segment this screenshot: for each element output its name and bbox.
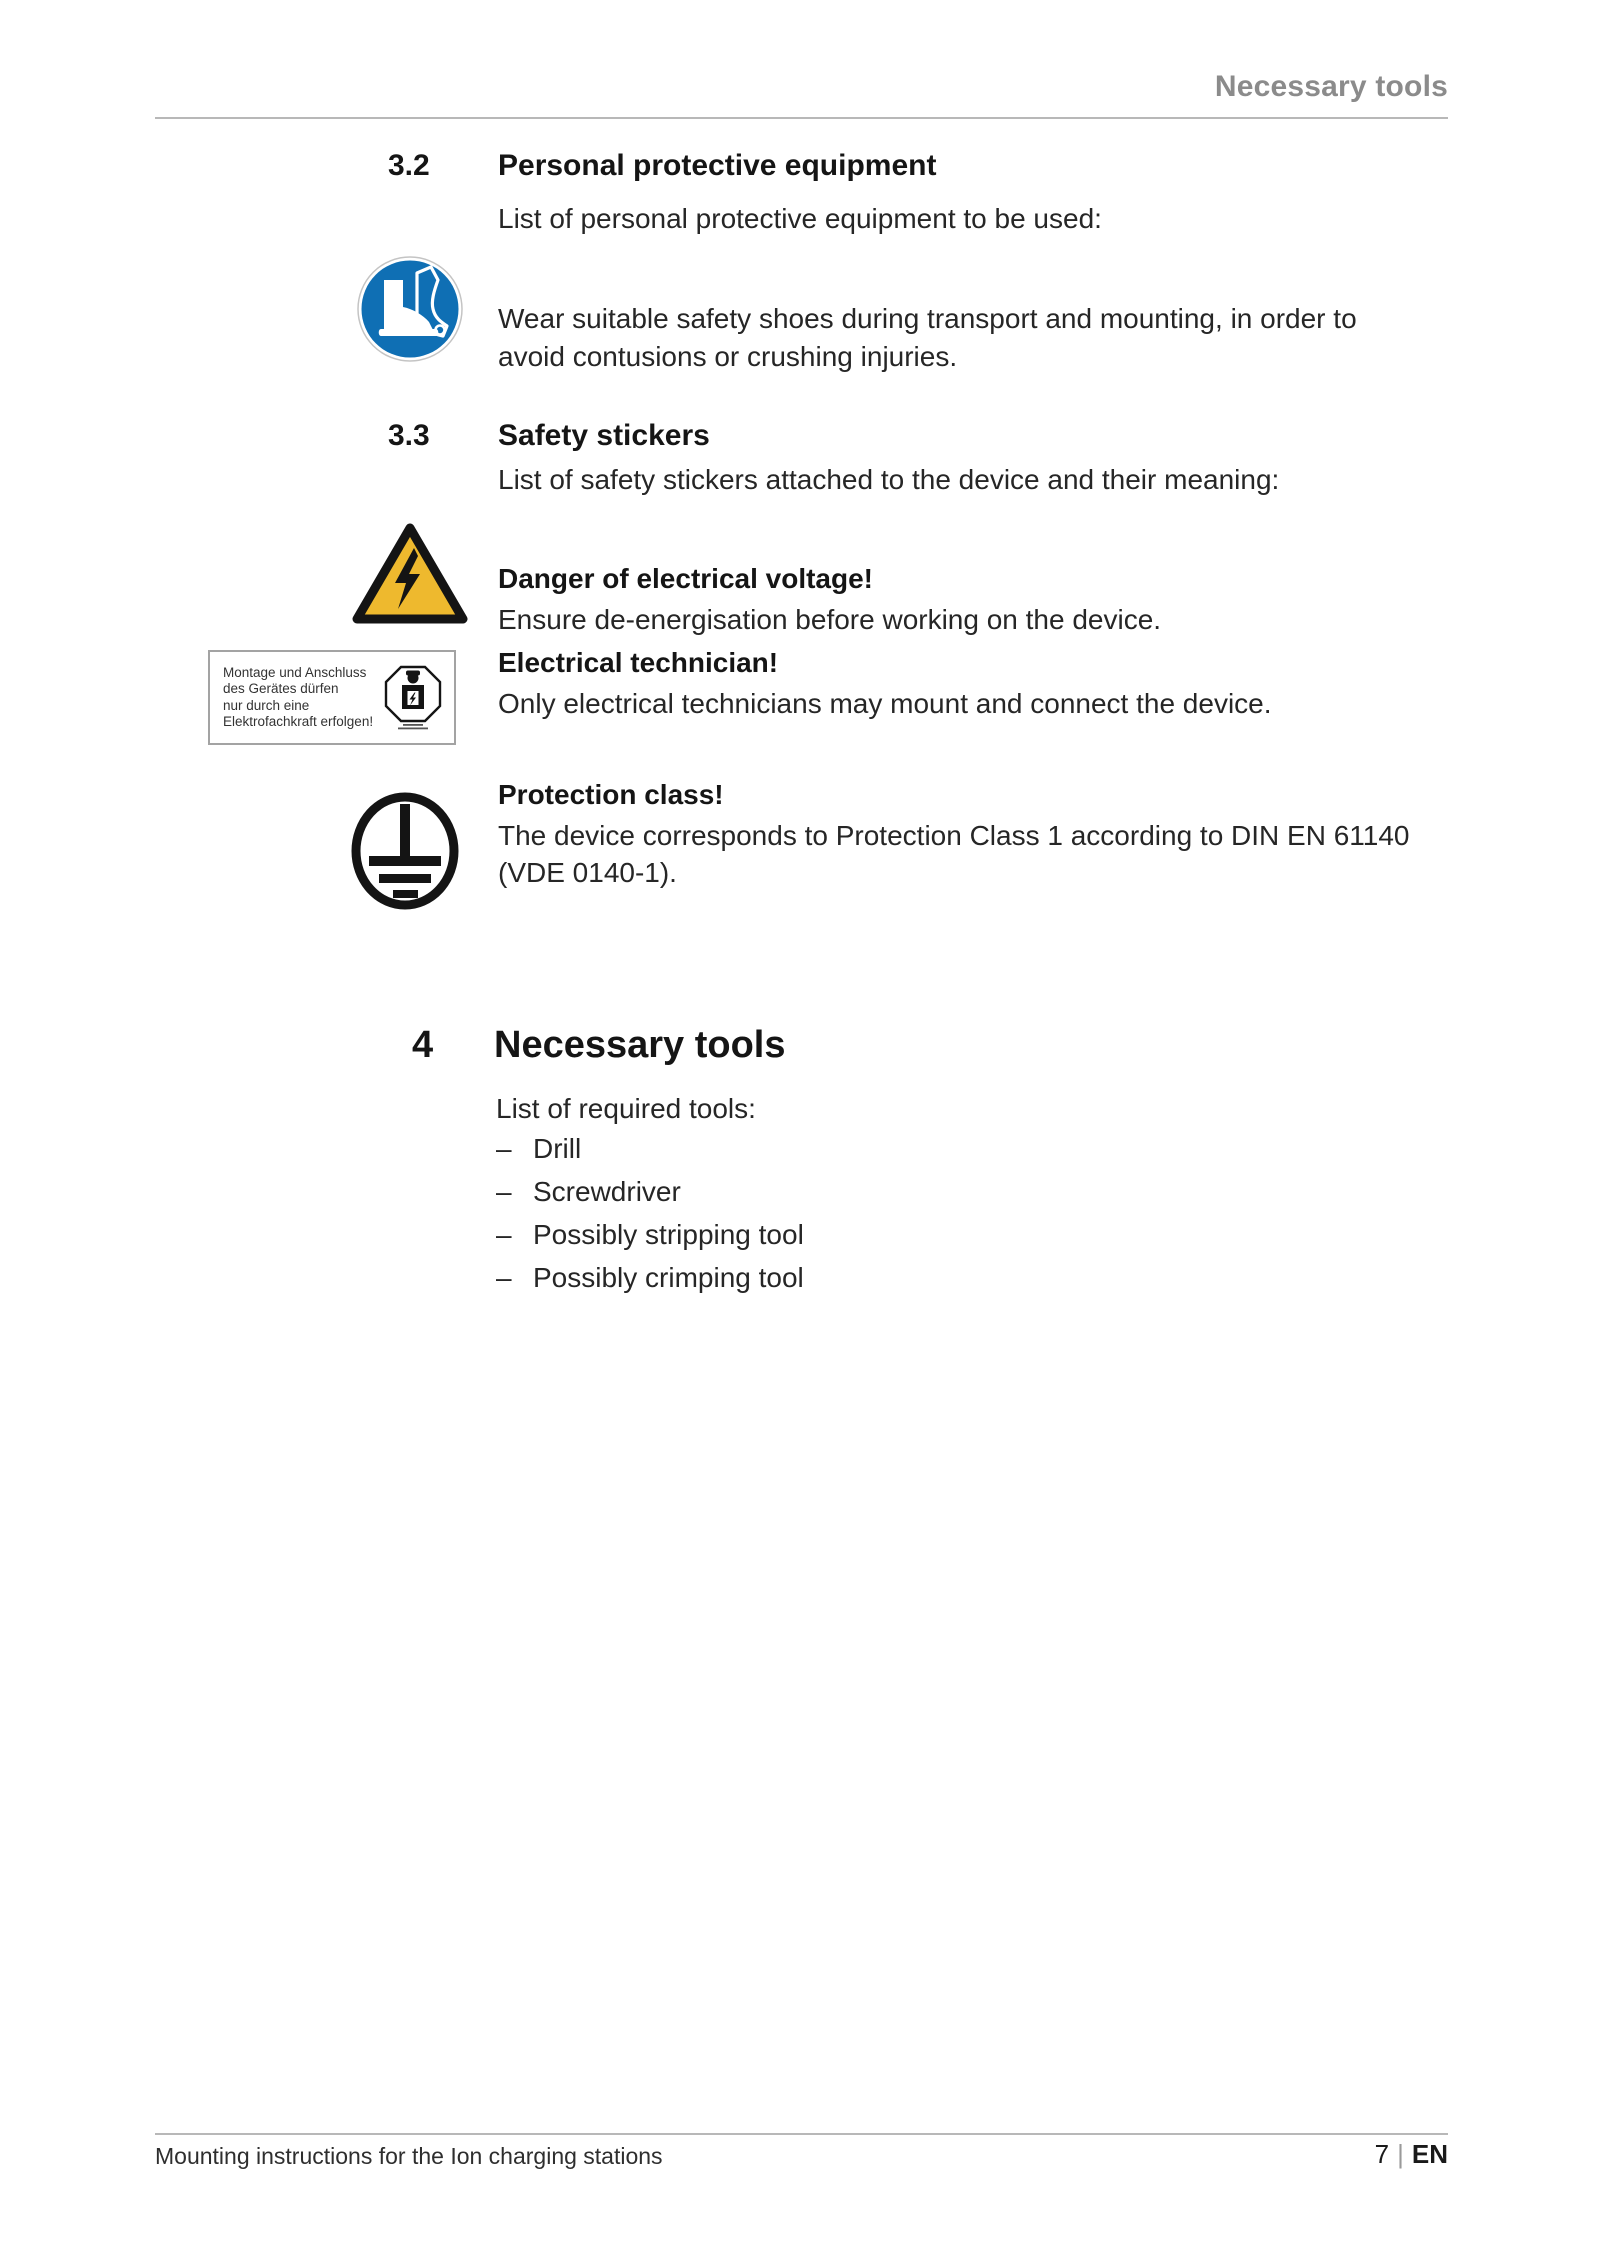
electrical-technician-text: Only electrical technicians may mount and connect the device. xyxy=(498,688,1272,719)
list-bullet: – xyxy=(496,1219,512,1250)
section-4-number: 4 xyxy=(412,1024,434,1066)
danger-voltage-title: Danger of electrical voltage! xyxy=(498,563,874,594)
footer-document-title: Mounting instructions for the Ion charging stations xyxy=(155,2143,663,2169)
safety-shoes-icon xyxy=(357,256,463,362)
language-code: EN xyxy=(1411,2139,1448,2169)
list-item xyxy=(496,1133,804,1176)
footer-divider xyxy=(155,2133,1448,2135)
protection-class-text: The device corresponds to Protection Class 1 according to DIN EN 61140 (VDE 0140-1). xyxy=(498,820,1410,888)
electrician-sticker xyxy=(208,650,456,745)
list-bullet: – xyxy=(496,1262,512,1293)
protection-class-title: Protection class! xyxy=(498,779,724,810)
section-4-title: Necessary tools xyxy=(494,1024,786,1066)
page-number: 7 xyxy=(1374,2139,1390,2169)
section-3-3-number: 3.3 xyxy=(388,419,430,452)
section-3-2-intro: List of personal protective equipment to be used: xyxy=(498,203,1102,234)
safety-shoes-text: Wear suitable safety shoes during transport and mounting, in order to avoid contusions or crushing injuries. xyxy=(498,303,1357,372)
electrical-hazard-triangle-icon xyxy=(350,521,470,627)
electrical-technician-title: Electrical technician! xyxy=(498,647,779,678)
list-item xyxy=(496,1176,804,1219)
section-3-2-title: Personal protective equipment xyxy=(498,149,937,182)
list-item xyxy=(496,1262,804,1305)
section-3-3-title: Safety stickers xyxy=(498,419,710,452)
tool-list xyxy=(496,1133,804,1305)
running-header-title: Necessary tools xyxy=(1214,70,1448,103)
electrician-octagon-icon xyxy=(382,663,444,733)
footer-page-info xyxy=(1375,2139,1448,2170)
header-divider xyxy=(155,117,1448,119)
list-item-label: Drill xyxy=(533,1133,582,1164)
list-item-label: Screwdriver xyxy=(533,1176,681,1207)
list-bullet: – xyxy=(496,1133,512,1164)
list-item-label: Possibly crimping tool xyxy=(533,1262,804,1293)
section-3-3-intro: List of safety stickers attached to the device and their meaning: xyxy=(498,464,1280,495)
list-bullet: – xyxy=(496,1176,512,1207)
list-item-label: Possibly stripping tool xyxy=(533,1219,804,1250)
section-4-intro: List of required tools: xyxy=(496,1093,756,1124)
electrician-sticker-text: Montage und Anschluss des Gerätes dürfen nur durch eine Elektrofachkraft erfolgen! xyxy=(223,664,374,729)
danger-voltage-text: Ensure de-energisation before working on the device. xyxy=(498,604,1162,635)
section-3-2-number: 3.2 xyxy=(388,149,430,182)
footer-separator: | xyxy=(1397,2139,1404,2169)
list-item xyxy=(496,1219,804,1262)
protection-class-icon xyxy=(351,792,459,910)
